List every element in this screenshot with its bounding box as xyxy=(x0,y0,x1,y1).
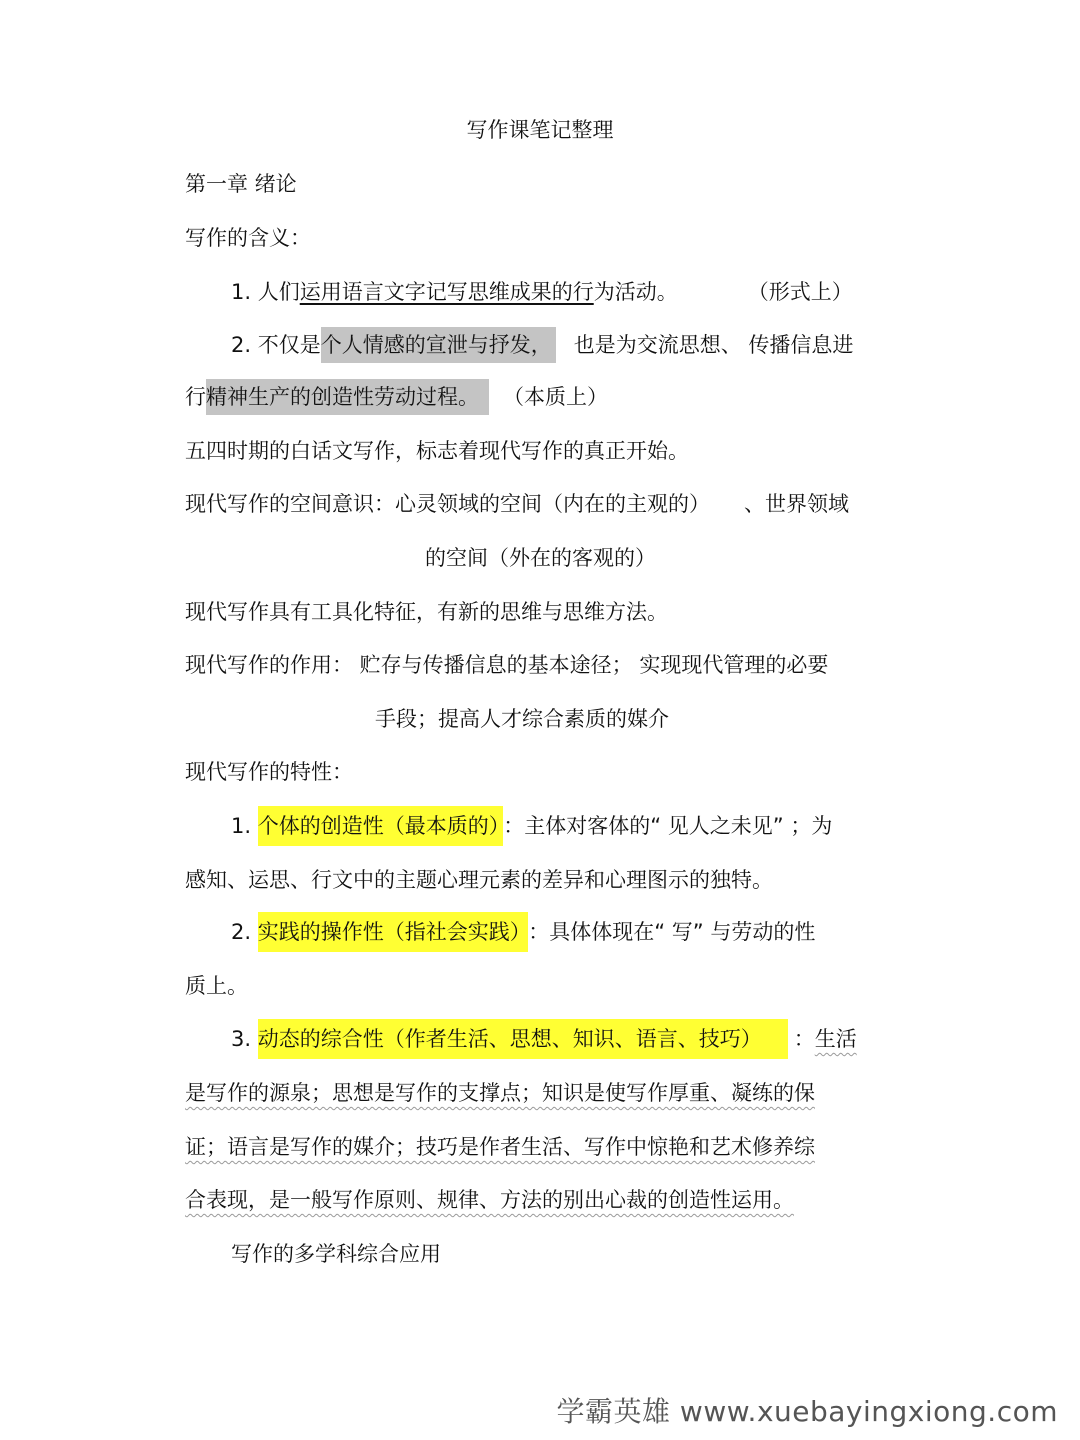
trait-1-highlight: 个体的创造性（最本质的） xyxy=(258,806,504,846)
space-line-1a: 现代写作的空间意识：心灵领域的空间（内在的主观的） xyxy=(185,492,710,516)
multi-discipline-heading: 写作的多学科综合应用 xyxy=(231,1242,441,1266)
trait-2-line1 xyxy=(231,917,815,947)
space-line-2: 的空间（外在的客观的） xyxy=(425,546,656,570)
trait-3-rest: 生活 xyxy=(814,1027,857,1051)
trait-1-cont: 感知、运思、行文中的主题心理元素的差异和心理图示的独特。 xyxy=(185,868,773,892)
meaning-item-2-highlight2: 精神生产的创造性劳动过程。 xyxy=(206,379,489,415)
traits-heading: 现代写作的特性： xyxy=(185,760,353,784)
space-line-1 xyxy=(185,489,849,519)
tool-paragraph: 现代写作具有工具化特征，有新的思维与思维方法。 xyxy=(185,600,668,624)
meaning-item-2-line1 xyxy=(231,330,853,360)
trait-1-line1 xyxy=(231,811,832,841)
meaning-item-1 xyxy=(231,277,853,307)
meaning-heading: 写作的含义： xyxy=(185,226,311,250)
meaning-item-1-underlined: 运用语言文字记写思维成果的行 xyxy=(299,280,594,304)
trait-1-num: 1. xyxy=(231,814,252,838)
trait-3-line1 xyxy=(231,1024,857,1054)
trait-3-num: 3. xyxy=(231,1027,252,1051)
site-watermark: 学霸英雄 www.xuebayingxiong.com xyxy=(556,1395,1058,1428)
trait-3-highlight: 动态的综合性（作者生活、思想、知识、语言、技巧） xyxy=(258,1019,788,1059)
meaning-item-2-line2 xyxy=(185,382,608,412)
trait-3-cont-2: 证；语言是写作的媒介；技巧是作者生活、写作中惊艳和艺术修养综 xyxy=(185,1135,815,1159)
trait-2-num: 2. xyxy=(231,920,252,944)
chapter-heading: 第一章 绪论 xyxy=(185,172,297,196)
trait-2-cont: 质上。 xyxy=(185,974,248,998)
meaning-item-1-rest: 为活动。 xyxy=(593,280,678,304)
may4-paragraph: 五四时期的白话文写作，标志着现代写作的真正开始。 xyxy=(185,439,689,463)
meaning-item-1-note: （形式上） xyxy=(747,280,853,304)
trait-2-rest: ：具体体现在“ 写” 与劳动的性 xyxy=(528,920,816,944)
trait-3-cont-1: 是写作的源泉；思想是写作的支撑点；知识是使写作厚重、凝练的保 xyxy=(185,1081,815,1105)
meaning-item-2-start2: 行 xyxy=(185,385,206,409)
trait-2-highlight: 实践的操作性（指社会实践） xyxy=(258,912,529,952)
meaning-item-2-prefix: 2. 不仅是 xyxy=(231,333,321,357)
trait-3-colon: ： xyxy=(793,1027,815,1051)
meaning-item-2-rest1: 也是为交流思想、 传播信息进 xyxy=(573,333,854,357)
trait-1-rest: ：主体对客体的“ 见人之未见” ；为 xyxy=(503,814,833,838)
meaning-item-2-highlight1: 个人情感的宣泄与抒发， xyxy=(321,327,556,363)
space-line-1b: 、世界领域 xyxy=(744,492,849,516)
meaning-item-1-prefix: 1. 人们 xyxy=(231,280,300,304)
trait-3-cont-3: 合表现，是一般写作原则、规律、方法的别出心裁的创造性运用。 xyxy=(185,1188,794,1212)
meaning-item-2-note: （本质上） xyxy=(503,385,608,409)
role-line-1: 现代写作的作用： 贮存与传播信息的基本途径； 实现现代管理的必要 xyxy=(185,653,829,677)
page-title: 写作课笔记整理 xyxy=(466,118,614,142)
role-line-2: 手段；提高人才综合素质的媒介 xyxy=(375,707,669,731)
